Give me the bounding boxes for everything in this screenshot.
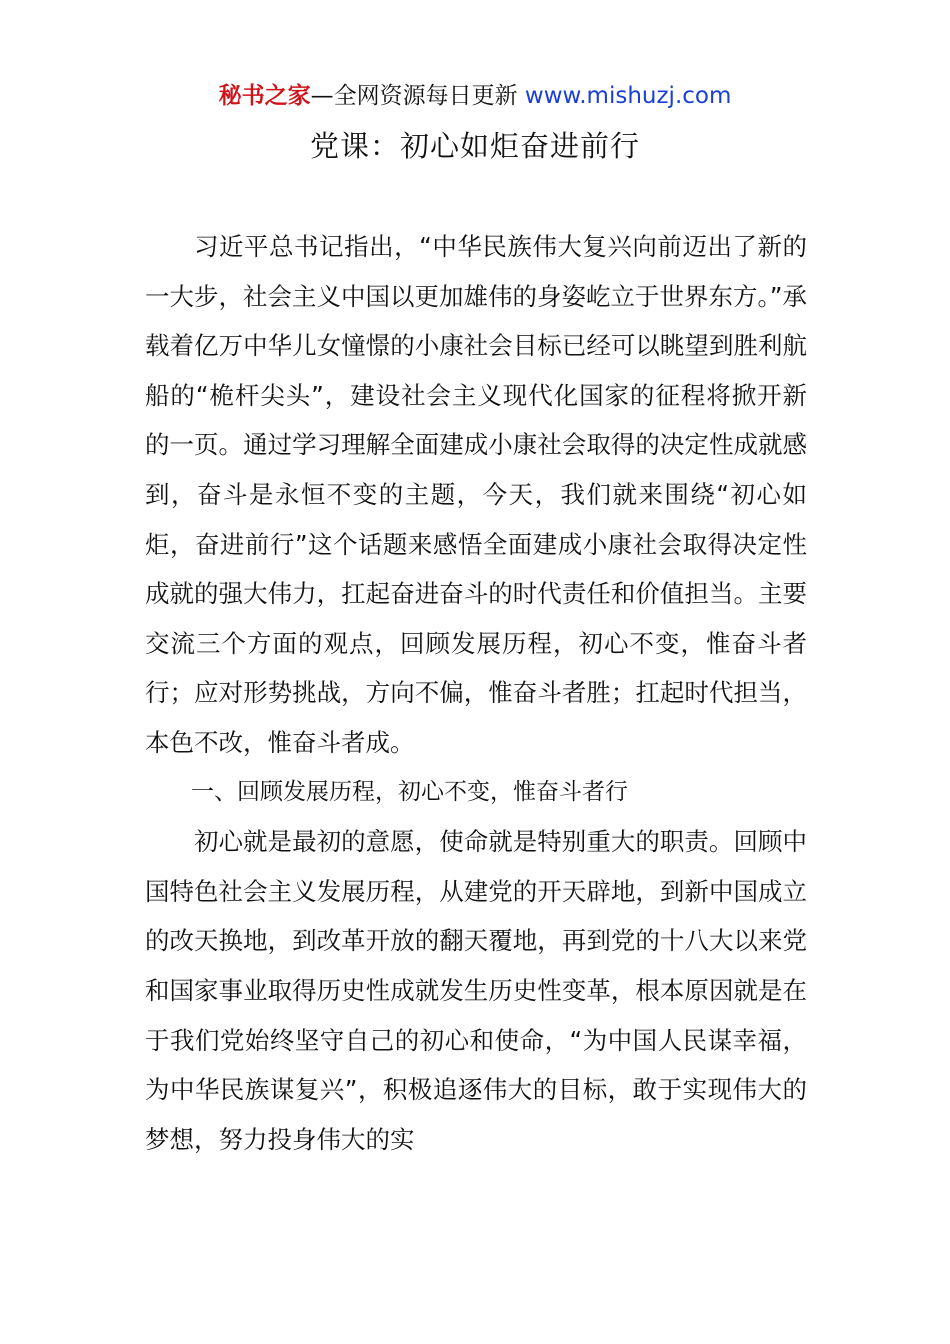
document-title: 党课：初心如炬奋进前行	[309, 129, 640, 163]
site-header	[0, 80, 950, 112]
intro-paragraph: 习近平总书记指出，“中华民族伟大复兴向前迈出了新的一大步，社会主义中国以更加雄伟的身姿屹立于世界东方。”承载着亿万中华儿女憧憬的小康社会目标已经可以眺望到胜利航船的“桅杆尖头”，建设社会主义现代化国家的征程将掀开新的一页。通过学习理解全面建成小康社会取得的决定性成就感到，奋斗是永恒不变的主题，今天，我们就来围绕“初心如炬，奋进前行”这个话题来感悟全面建成小康社会取得决定性成就的强大伟力，扛起奋进奋斗的时代责任和价值担当。主要交流三个方面的观点，回顾发展历程，初心不变，惟奋斗者行；应对形势挑战，方向不偏，惟奋斗者胜；扛起时代担当，本色不改，惟奋斗者成。	[145, 232, 807, 757]
section-paragraph: 初心就是最初的意愿，使命就是特别重大的职责。回顾中国特色社会主义发展历程，从建党的开天辟地，到新中国成立的改天换地，到改革开放的翻天覆地，再到党的十八大以来党和国家事业取得历史性成就发生历史性变革，根本原因就是在于我们党始终坚守自己的初心和使命，“为中国人民谋幸福，为中华民族谋复兴”，积极追逐伟大的目标，敢于实现伟大的梦想，努力投身伟大的实	[145, 827, 807, 1154]
site-brand: 秘书之家	[218, 83, 311, 109]
section-heading: 一、回顾发展历程，初心不变，惟奋斗者行	[191, 778, 628, 805]
site-url: www.mishuzj.com	[524, 83, 732, 109]
site-tagline: —全网资源每日更新	[310, 83, 525, 109]
document-body	[145, 222, 807, 1164]
